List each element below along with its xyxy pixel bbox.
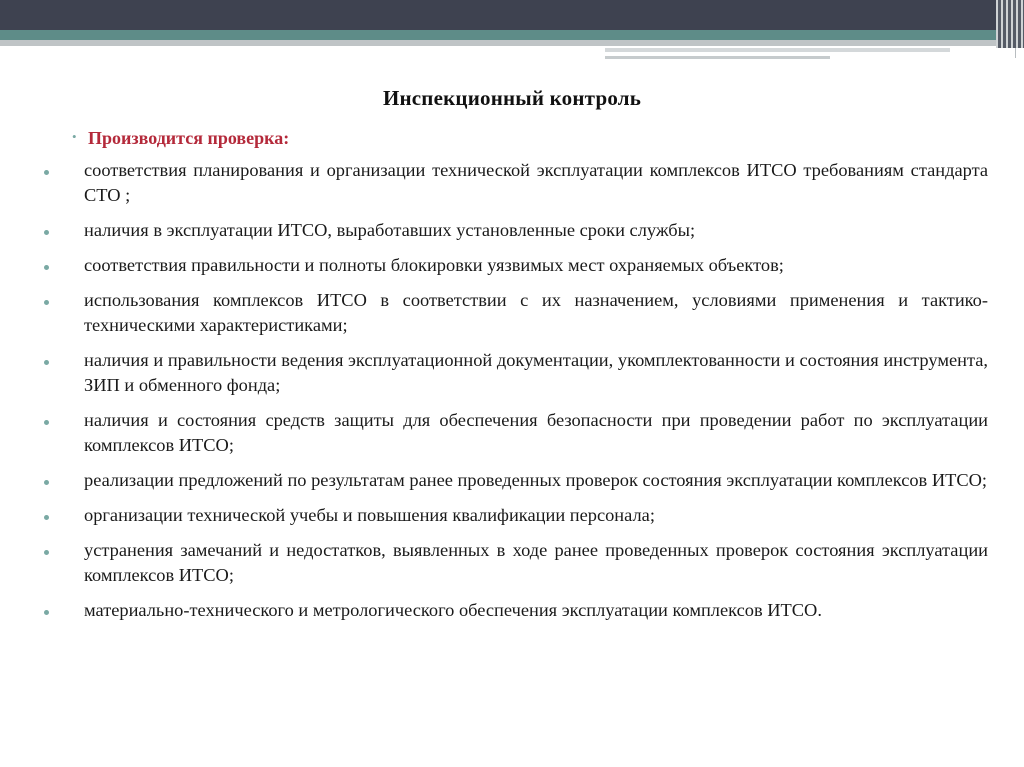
bullet-icon bbox=[44, 420, 49, 425]
corner-stripes-decoration bbox=[996, 0, 1024, 48]
list-item bbox=[44, 348, 988, 398]
list-item bbox=[44, 503, 988, 528]
header-band-teal bbox=[0, 30, 1024, 40]
subheading-bullet-icon: • bbox=[72, 129, 77, 144]
bullet-icon bbox=[44, 515, 49, 520]
list-item bbox=[44, 598, 988, 623]
list-item bbox=[44, 468, 988, 493]
list-item-text: соответствия правильности и полноты блокировки уязвимых мест охраняемых объектов; bbox=[84, 255, 784, 275]
check-list bbox=[44, 158, 988, 633]
header-band-dark bbox=[0, 0, 1024, 30]
subheading bbox=[72, 128, 290, 149]
slide-title: Инспекционный контроль bbox=[382, 86, 642, 110]
list-item-text: наличия в эксплуатации ИТСО, выработавших установленные сроки службы; bbox=[84, 220, 696, 240]
list-item bbox=[44, 288, 988, 338]
header-accent-line-short bbox=[605, 56, 830, 59]
bullet-icon bbox=[44, 265, 49, 270]
bullet-icon bbox=[44, 300, 49, 305]
list-item bbox=[44, 408, 988, 458]
bullet-icon bbox=[44, 170, 49, 175]
bullet-icon bbox=[44, 610, 49, 615]
list-item bbox=[44, 158, 988, 208]
bullet-icon bbox=[44, 230, 49, 235]
subheading-text: Производится проверка: bbox=[88, 128, 290, 148]
bullet-icon bbox=[44, 480, 49, 485]
list-item-text: материально-технического и метрологического обеспечения эксплуатации комплексов ИТСО. bbox=[84, 600, 822, 620]
list-item-text: использования комплексов ИТСО в соответствии с их назначением, условиями применения и тактико-техническими характеристиками; bbox=[84, 290, 988, 335]
list-item bbox=[44, 253, 988, 278]
list-item-text: наличия и правильности ведения эксплуатационной документации, укомплектованности и состояния инструмента, ЗИП и обменного фонда; bbox=[84, 350, 988, 395]
list-item bbox=[44, 538, 988, 588]
corner-edge-decoration bbox=[1015, 48, 1016, 58]
header-band-gray bbox=[0, 40, 1024, 46]
header-accent-line bbox=[605, 48, 950, 52]
list-item-text: организации технической учебы и повышения квалификации персонала; bbox=[84, 505, 655, 525]
list-item-text: устранения замечаний и недостатков, выявленных в ходе ранее проведенных проверок состояния эксплуатации комплексов ИТСО; bbox=[84, 540, 988, 585]
list-item-text: соответствия планирования и организации технической эксплуатации комплексов ИТСО требованиям стандарта СТО ; bbox=[84, 160, 988, 205]
list-item bbox=[44, 218, 988, 243]
list-item-text: наличия и состояния средств защиты для обеспечения безопасности при проведении работ по эксплуатации комплексов ИТСО; bbox=[84, 410, 988, 455]
bullet-icon bbox=[44, 550, 49, 555]
bullet-icon bbox=[44, 360, 49, 365]
list-item-text: реализации предложений по результатам ранее проведенных проверок состояния эксплуатации комплексов ИТСО; bbox=[84, 470, 988, 490]
